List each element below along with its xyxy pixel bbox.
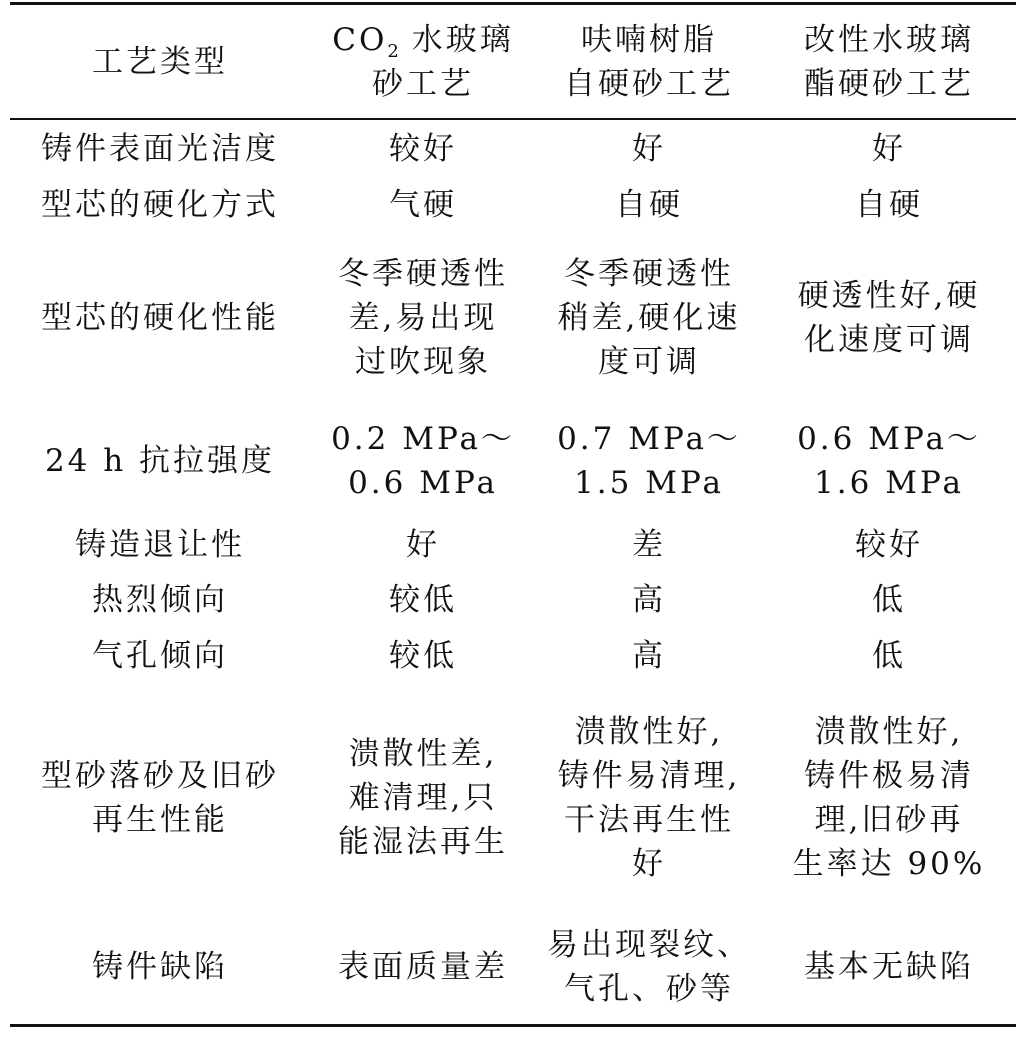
cell-text: 1.6 MPa (814, 465, 964, 501)
table-cell (762, 182, 1016, 228)
table-cell (762, 633, 1016, 679)
cell-text: 热烈倾向 (92, 582, 228, 618)
header-process-type (10, 8, 310, 116)
table-cell (310, 633, 536, 679)
table-cell (310, 708, 536, 888)
header-text: 酯硬砂工艺 (804, 66, 974, 102)
table-cell (536, 182, 762, 228)
cell-text: 较好 (389, 131, 457, 167)
table-cell (536, 708, 762, 888)
cell-text: 较好 (855, 527, 923, 563)
header-modified-water-glass (762, 8, 1016, 116)
row-label (10, 633, 310, 679)
header-text: 水玻璃 (411, 22, 514, 58)
cell-text: 表面质量差 (338, 949, 508, 985)
cell-text: 自硬 (855, 187, 923, 223)
cell-text: 好 (632, 131, 666, 167)
cell-text: 好 (632, 846, 666, 882)
co2-text: CO (332, 22, 388, 58)
row-label (10, 522, 310, 568)
cell-text: 易出现裂纹、 (547, 927, 751, 963)
cell-text: 好 (406, 527, 440, 563)
row-label (10, 248, 310, 388)
cell-text: 气孔、砂等 (564, 971, 734, 1007)
cell-text: 低 (872, 638, 906, 674)
cell-text: 低 (872, 582, 906, 618)
cell-text: 生率达 90% (792, 846, 986, 882)
table-cell (762, 920, 1016, 1014)
header-text: 工艺类型 (92, 44, 228, 80)
table-cell (536, 577, 762, 623)
row-label (10, 577, 310, 623)
cell-text: 干法再生性 (564, 802, 734, 838)
cell-text: 0.7 MPa～ (557, 421, 741, 457)
table-bottom-rule (10, 1024, 1016, 1027)
cell-text: 铸造退让性 (75, 527, 245, 563)
cell-text: 型砂落砂及旧砂 (41, 758, 279, 794)
cell-text: 较低 (389, 638, 457, 674)
cell-text: 型芯的硬化方式 (41, 187, 279, 223)
table-cell (536, 522, 762, 568)
cell-text: 化速度可调 (804, 322, 974, 358)
table-cell (762, 126, 1016, 172)
table-cell (310, 248, 536, 388)
table-cell (762, 708, 1016, 888)
cell-text: 0.6 MPa (348, 465, 498, 501)
table-cell (536, 414, 762, 508)
cell-text: 1.5 MPa (574, 465, 724, 501)
table-cell (536, 633, 762, 679)
cell-text: 稍差,硬化速 (557, 300, 741, 336)
table-cell (762, 577, 1016, 623)
row-label (10, 182, 310, 228)
table-cell (310, 577, 536, 623)
table-cell (536, 920, 762, 1014)
cell-text: 铸件表面光洁度 (41, 131, 279, 167)
header-text: 改性水玻璃 (804, 22, 974, 58)
cell-text: 铸件缺陷 (92, 949, 228, 985)
cell-text: 铸件极易清 (804, 758, 974, 794)
table-cell (310, 126, 536, 172)
cell-text: 高 (632, 582, 666, 618)
row-label (10, 920, 310, 1014)
cell-text: 气硬 (389, 187, 457, 223)
cell-text: 能湿法再生 (338, 824, 508, 860)
table-top-rule (10, 2, 1016, 5)
table-cell (310, 920, 536, 1014)
cell-text: 溃散性好, (814, 714, 964, 750)
cell-text: 较低 (389, 582, 457, 618)
cell-text: 气孔倾向 (92, 638, 228, 674)
cell-text: 理,旧砂再 (814, 802, 964, 838)
header-text: 砂工艺 (372, 66, 474, 102)
cell-text: 过吹现象 (355, 344, 491, 380)
co2-subscript: 2 (387, 41, 399, 63)
cell-text: 度可调 (598, 344, 700, 380)
header-furan-resin (536, 8, 762, 116)
cell-text: 冬季硬透性 (338, 256, 508, 292)
cell-text: 溃散性好, (574, 714, 724, 750)
header-co2-water-glass (310, 8, 536, 116)
cell-text: 差 (632, 527, 666, 563)
cell-text: 硬透性好,硬 (797, 278, 981, 314)
table-cell (762, 414, 1016, 508)
table-cell (536, 126, 762, 172)
cell-text: 差,易出现 (348, 300, 498, 336)
cell-text: 再生性能 (92, 802, 228, 838)
cell-text: 型芯的硬化性能 (41, 300, 279, 336)
cell-text: 0.6 MPa～ (797, 421, 981, 457)
row-label (10, 414, 310, 508)
cell-text: 溃散性差, (348, 736, 498, 772)
row-label (10, 126, 310, 172)
cell-text: 冬季硬透性 (564, 256, 734, 292)
table-cell (310, 182, 536, 228)
row-label (10, 708, 310, 888)
cell-text: 好 (872, 131, 906, 167)
table-cell (310, 414, 536, 508)
cell-text: 难清理,只 (348, 780, 498, 816)
header-text (332, 18, 513, 62)
cell-text: 高 (632, 638, 666, 674)
header-text: 自硬砂工艺 (564, 66, 734, 102)
cell-text: 0.2 MPa～ (331, 421, 515, 457)
table-cell (310, 522, 536, 568)
table-cell (536, 248, 762, 388)
table-header-rule (10, 118, 1016, 120)
cell-text: 铸件易清理, (557, 758, 741, 794)
table-cell (762, 248, 1016, 388)
cell-text: 24 h 抗拉强度 (44, 443, 276, 479)
cell-text: 基本无缺陷 (804, 949, 974, 985)
table-cell (762, 522, 1016, 568)
cell-text: 自硬 (615, 187, 683, 223)
header-text: 呋喃树脂 (581, 22, 717, 58)
